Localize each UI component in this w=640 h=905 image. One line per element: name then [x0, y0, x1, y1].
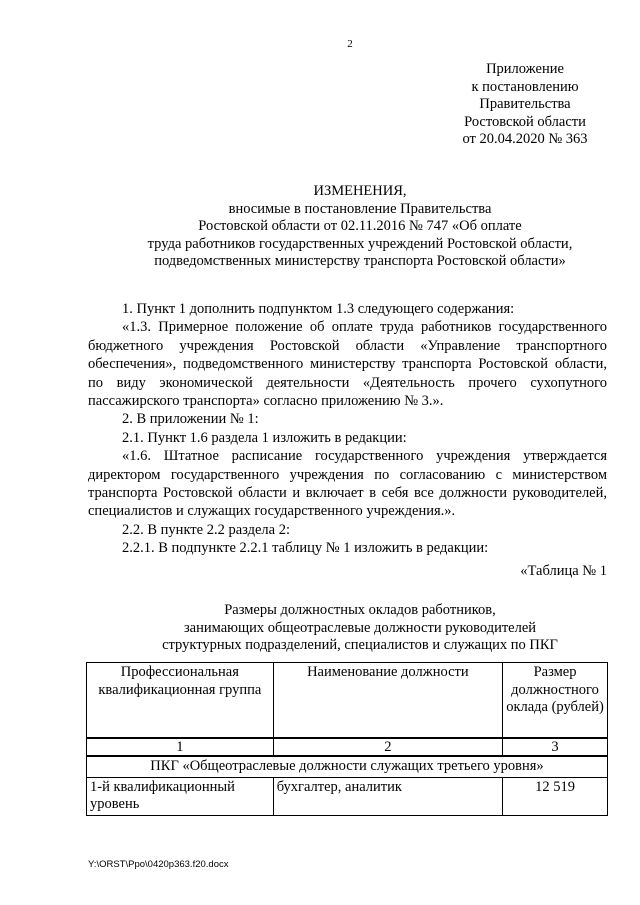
page-number: 2: [347, 38, 353, 50]
paragraph: «1.3. Примерное положение об оплате труда работников государственного бюджетного учреждения Ростовской области «Управление транспортного обеспечения», подведомственного министерству транспорта Ростовской области, по виду экономической деятельности «Деятельность прочего сухопутного пассажирского транспорта» согласно приложению № 3.».: [88, 319, 607, 410]
table-title-line: структурных подразделений, специалистов и служащих по ПКГ: [162, 637, 558, 653]
group-row: [87, 756, 608, 777]
column-number: 1: [87, 738, 274, 756]
paragraph: 2.2. В пункте 2.2 раздела 2:: [122, 521, 290, 538]
file-path-footer: Y:\ORST\Ppo\0420p363.f20.docx: [88, 859, 229, 870]
table-title: [80, 602, 640, 655]
appendix-line: от 20.04.2020 № 363: [462, 131, 588, 147]
title-line: труда работников государственных учреждений Ростовской области,: [147, 235, 573, 252]
table-header-row: [87, 663, 608, 739]
column-number: 3: [503, 738, 608, 756]
appendix-line: Приложение: [486, 61, 564, 77]
table-label: «Таблица № 1: [520, 563, 607, 579]
position-cell: бухгалтер, аналитик: [273, 777, 502, 815]
appendix-line: Правительства: [479, 96, 571, 112]
paragraph: «1.6. Штатное расписание государственного учреждения утверждается директором государственного учреждения по согласованию с министерством транспорта Ростовской области и включает в себя все должности руководителей, специалистов и служащих государственного учреждения.».: [88, 448, 607, 520]
table-title-line: занимающих общеотраслевые должности руководителей: [183, 619, 537, 636]
appendix-header: [445, 61, 605, 149]
group-cell: ПКГ «Общеотраслевые должности служащих третьего уровня»: [87, 756, 608, 777]
paragraph: 2. В приложении № 1:: [122, 411, 259, 428]
paragraph: 2.1. Пункт 1.6 раздела 1 изложить в редакции:: [122, 429, 407, 446]
title-line: Ростовской области от 02.11.2016 № 747 «Об оплате: [198, 218, 522, 234]
salary-table: [86, 662, 608, 816]
appendix-line: к постановлению: [471, 78, 579, 95]
header-cell: Размер должностного оклада (рублей): [503, 663, 608, 739]
header-cell: Профессиональная квалификационная группа: [87, 663, 274, 739]
qualification-level-cell: 1-й квалификационный уровень: [87, 777, 274, 815]
appendix-line: Ростовской области: [464, 113, 586, 130]
title-line: подведомственных министерству транспорта Ростовской области»: [154, 253, 566, 269]
paragraph: 2.2.1. В подпункте 2.2.1 таблицу № 1 изложить в редакции:: [122, 540, 489, 557]
salary-cell: 12 519: [503, 777, 608, 815]
title-line: вносимые в постановление Правительства: [228, 200, 492, 217]
column-number: 2: [273, 738, 502, 756]
table-row: [87, 777, 608, 815]
document-body: [88, 300, 607, 558]
paragraph: 1. Пункт 1 дополнить подпунктом 1.3 следующего содержания:: [122, 301, 515, 317]
header-cell: Наименование должности: [273, 663, 502, 739]
column-number-row: [87, 738, 608, 756]
table-title-line: Размеры должностных окладов работников,: [224, 602, 496, 618]
title-line: ИЗМЕНЕНИЯ,: [313, 183, 407, 199]
document-title: [80, 183, 640, 271]
